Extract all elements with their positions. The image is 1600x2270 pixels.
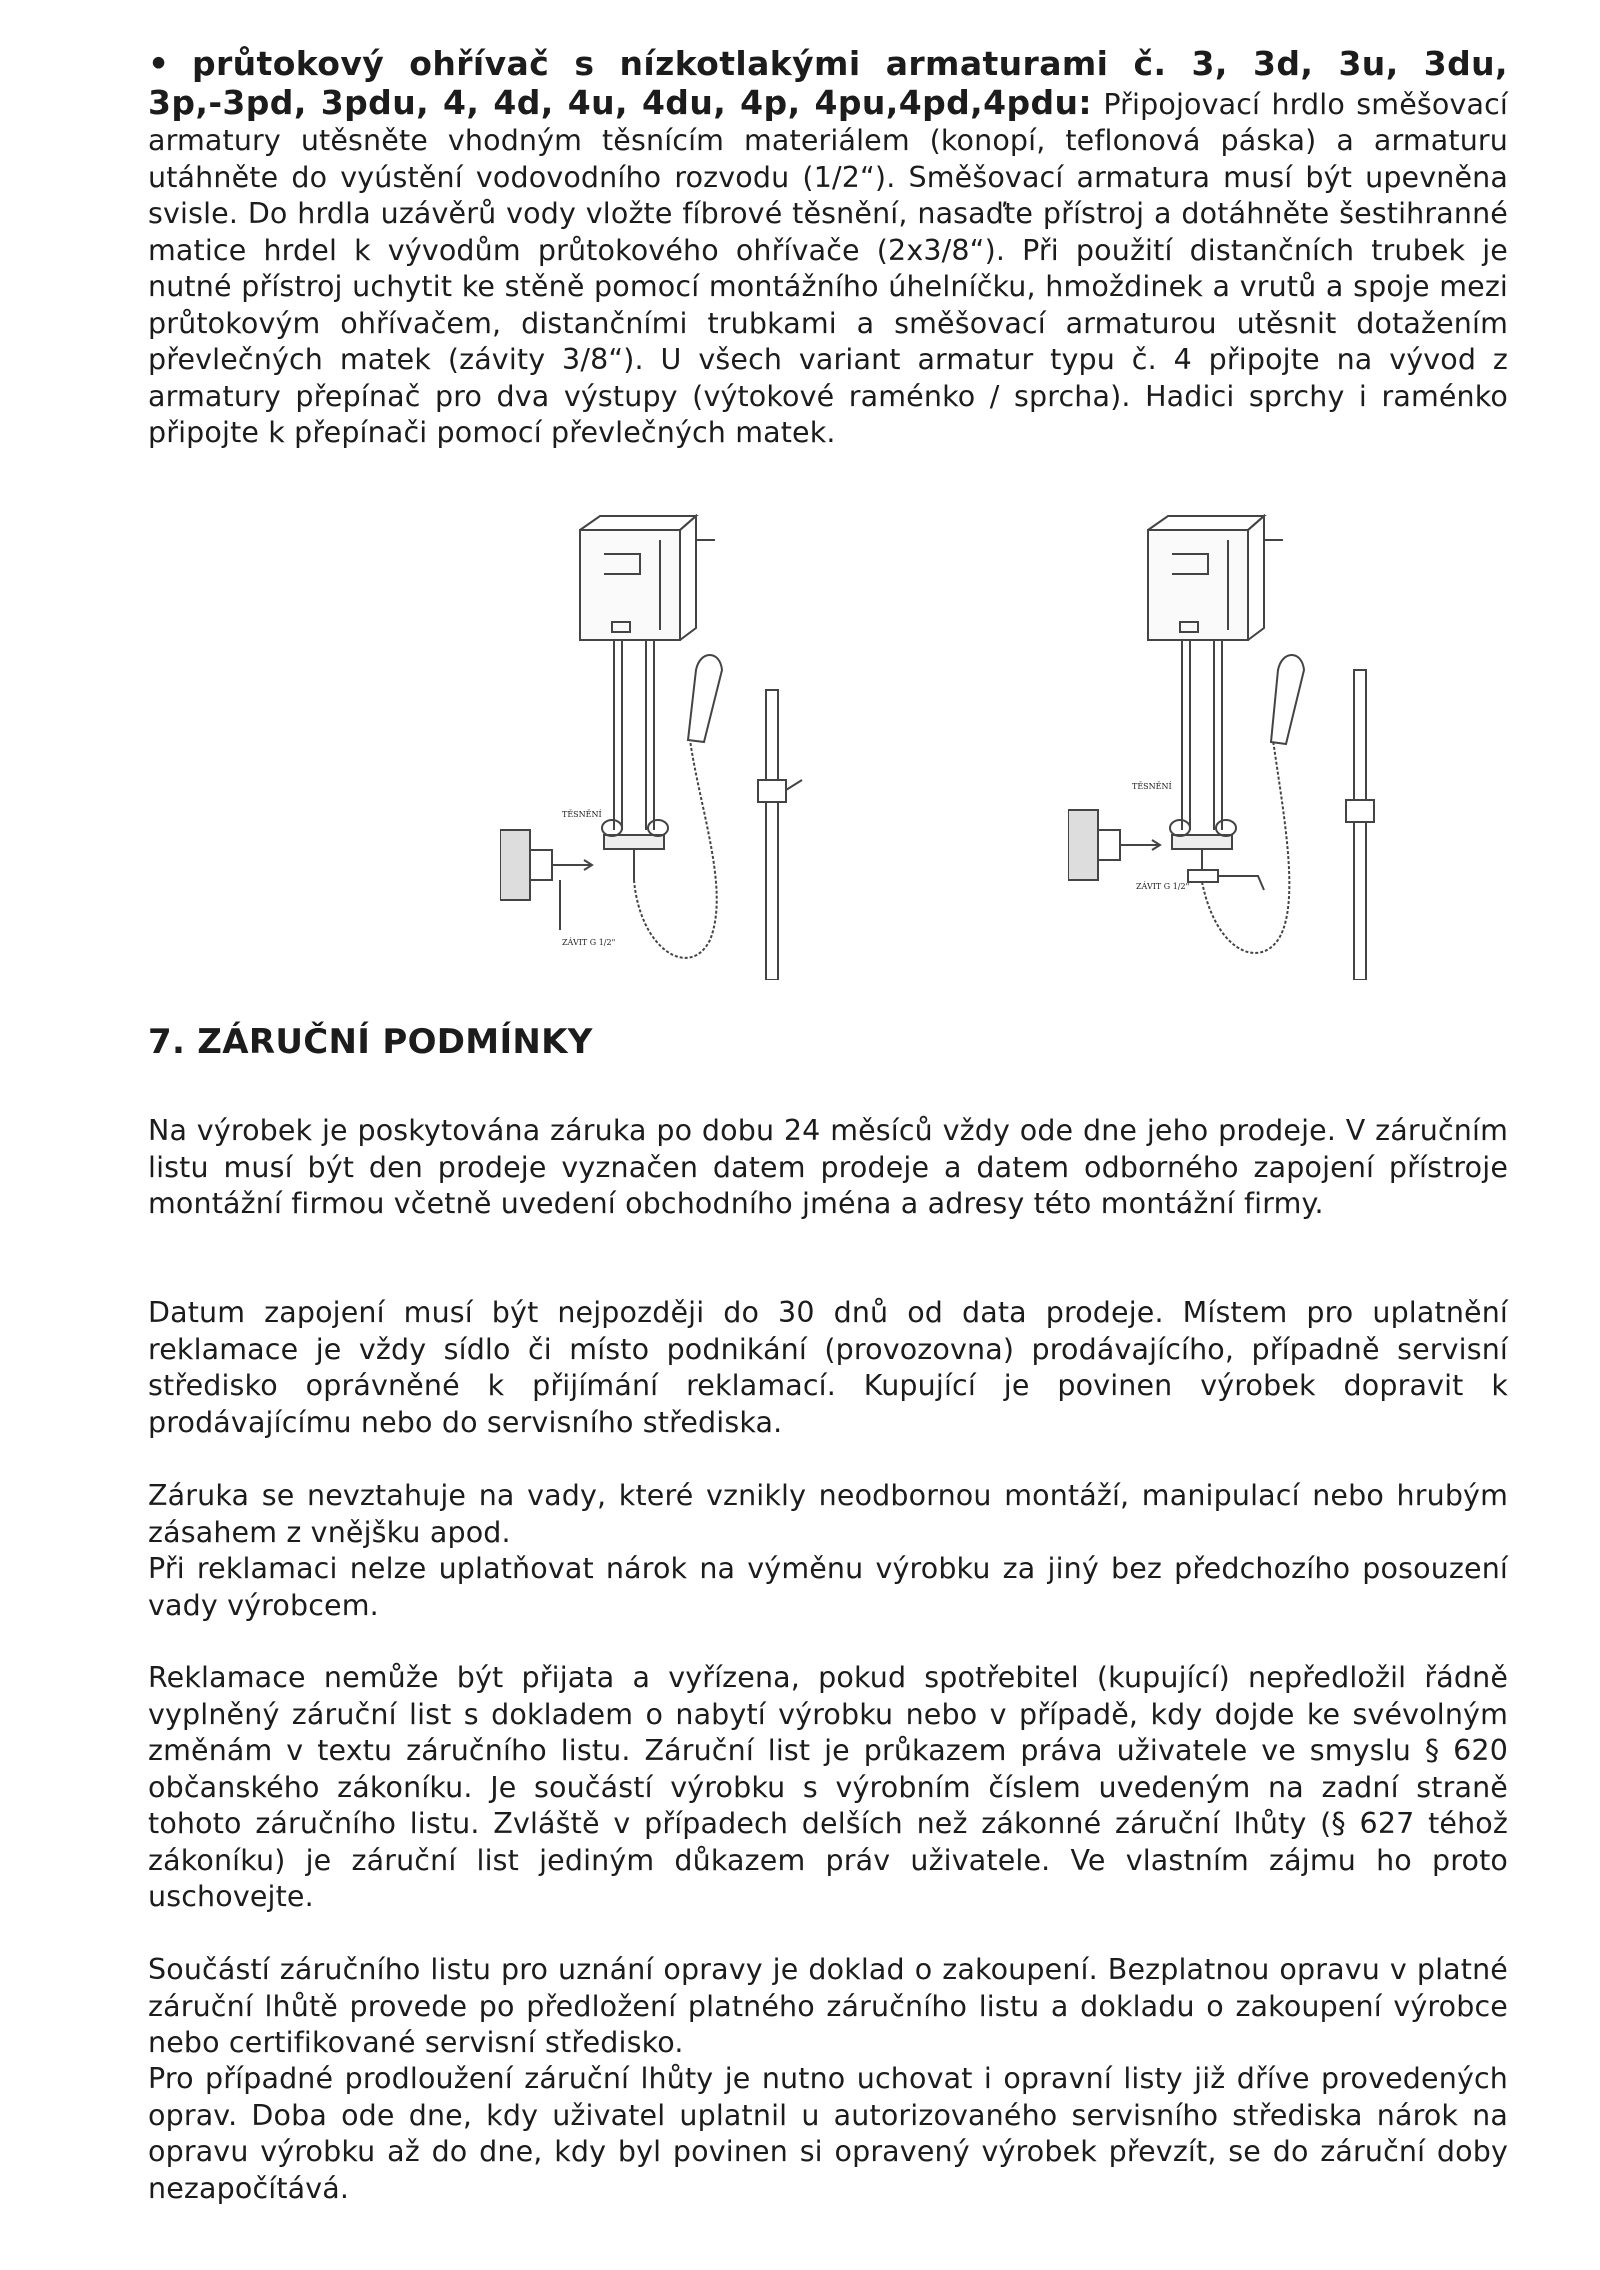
warranty-paragraph-7: Pro případné prodloužení záruční lhůty je nutno uchovat i opravní listy již dříve provedených oprav. Doba ode dne, kdy uživatel uplatnil u autorizovaného servisního střediska nárok na opravu výrobku až do dne, kdy byl povinen si opravený výrobek převzít, se do záruční doby nezapočítává.	[148, 2062, 1508, 2205]
section-heading: 7. ZÁRUČNÍ PODMÍNKY	[148, 1022, 593, 1062]
intro-heading: průtokový ohřívač s nízkotlakými armaturami č. 3, 3d, 3u, 3du, 3p,-3pd, 3pdu, 4, 4d, 4u, 4du, 4p, 4pu,4pd,4pdu:	[148, 44, 1508, 122]
warranty-paragraph-2: Datum zapojení musí být nejpozději do 30 dnů od data prodeje. Místem pro uplatnění reklamace je vždy sídlo či místo podnikání (provozovna) prodávajícího, případně servisní středisko oprávněné k přijímání reklamací. Kupující je povinen výrobek dopravit k prodávajícímu nebo do servisního střediska.	[148, 1296, 1508, 1439]
installation-figure-right	[1068, 510, 1428, 980]
thread-label-left: ZÁVIT G 1/2"	[562, 938, 616, 947]
warranty-paragraph-6: Součástí záručního listu pro uznání opravy je doklad o zakoupení. Bezplatnou opravu v platné záruční lhůtě provede po předložení platného záručního listu a dokladu o zakoupení výrobce nebo certifikované servisní středisko.	[148, 1953, 1508, 2059]
warranty-paragraph-5: Reklamace nemůže být přijata a vyřízena, pokud spotřebitel (kupující) nepředložil řádně vyplněný záruční list s dokladem o nabytí výrobku nebo v případě, kdy dojde ke svévolným změnám v textu záručního listu. Záruční list je průkazem práva uživatele ve smyslu § 620 občanského zákoníku. Je součástí výrobku s výrobním číslem uvedeným na zadní straně tohoto záručního listu. Zvláště v případech delších než zákonné záruční lhůty (§ 627 téhož zákoníku) je záruční list jediným důkazem práv uživatele. Ve vlastním zájmu ho proto uschovejte.	[148, 1661, 1508, 1913]
warranty-paragraph-1: Na výrobek je poskytována záruka po dobu 24 měsíců vždy ode dne jeho prodeje. V záručním listu musí být den prodeje vyznačen datem prodeje a datem odborného zapojení přístroje montážní firmou včetně uvedení obchodního jména a adresy této montážní firmy.	[148, 1114, 1508, 1220]
warranty-paragraph-3: Záruka se nevztahuje na vady, které vznikly neodbornou montáží, manipulací nebo hrubým zásahem z vnějšku apod.	[148, 1479, 1508, 1549]
bullet-marker: •	[148, 44, 170, 83]
seal-label-left: TĚSNĚNÍ	[562, 810, 602, 819]
warranty-paragraph-4: Při reklamaci nelze uplatňovat nárok na výměnu výrobku za jiný bez předchozího posouzení vady výrobcem.	[148, 1552, 1508, 1622]
thread-label-right: ZÁVIT G 1/2"	[1136, 882, 1190, 891]
seal-label-right: TĚSNĚNÍ	[1132, 782, 1172, 791]
intro-paragraph	[148, 46, 1508, 452]
installation-figure-left	[500, 510, 860, 980]
intro-body: Připojovací hrdlo směšovací armatury utěsněte vhodným těsnícím materiálem (konopí, teflonová páska) a armaturu utáhněte do vyústění vodovodního rozvodu (1/2“). Směšovací armatura musí být upevněna svisle. Do hrdla uzávěrů vody vložte fíbrové těsnění, nasaďte přístroj a dotáhněte šestihranné matice hrdel k vývodům průtokového ohřívače (2x3/8“). Při použití distančních trubek je nutné přístroj uchytit ke stěně pomocí montážního úhelníčku, hmoždinek a vrutů a spoje mezi průtokovým ohřívačem, distančními trubkami a směšovací armaturou utěsnit dotažením převlečných matek (závity 3/8“). U všech variant armatur typu č. 4 připojte na vývod z armatury přepínač pro dva výstupy (výtokové raménko / sprcha). Hadici sprchy i raménko připojte k přepínači pomocí převlečných matek.	[148, 87, 1508, 449]
